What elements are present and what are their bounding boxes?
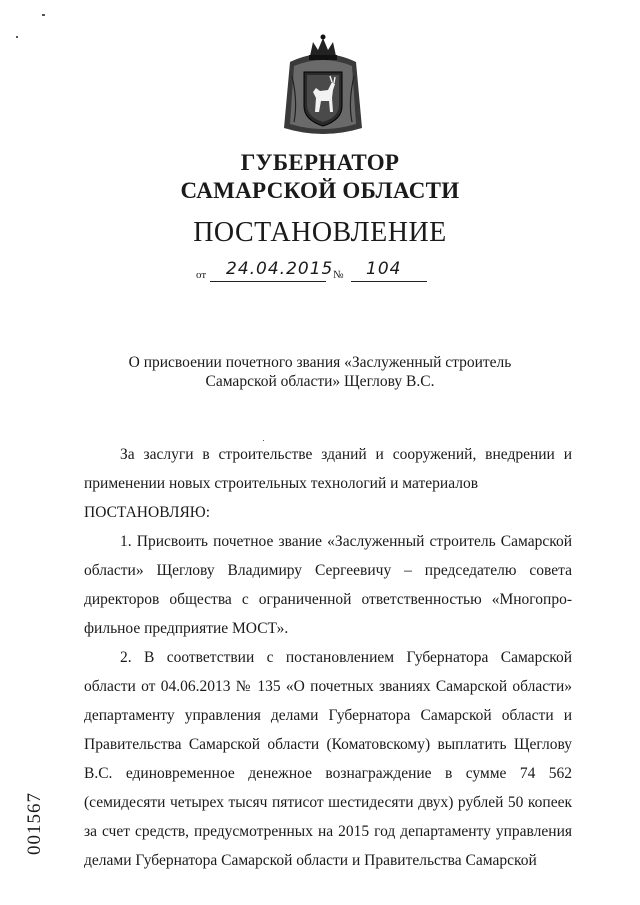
number-underline: [351, 281, 427, 282]
document-subject: [0, 353, 640, 391]
issuer-line-1: ГУБЕРНАТОР: [240, 150, 400, 175]
number-label: №: [333, 269, 344, 281]
margin-serial-number: 001567: [24, 792, 45, 855]
scan-speck: [263, 440, 264, 441]
document-type-heading: ПОСТАНОВЛЕНИЕ: [193, 217, 447, 248]
subject-line-2: Самарской области» Щеглову В.С.: [205, 373, 435, 390]
resolve-word: ПОСТАНОВЛЯЮ:: [84, 504, 211, 521]
item-1-paragraph: 1. Присвоить почетное звание «Заслуженный строитель Самарской области» Щеглову Владимиру Сергеевичу – председателю совета директоров общества с ограниченной ответственностью «Многопро-фильное предприятие МОСТ».: [84, 533, 572, 637]
item-2-paragraph: 2. В соответствии с постановлением Губернатора Самарской области от 04.06.2013 № 135 «О почетных званиях Самарской области» департаменту управления делами Губернатора Самарской области и Правительства Самарской области (Коматовскому) выплатить Щеглову В.С. единовременное денежное вознаграждение в сумме 74 562 (семидесяти четырех тысяч пятисот шестидесяти двух) рублей 50 копеек за счет средств, предусмотренных на 2015 год департаменту управления делами Губернатора Самарской области и Правительства Самарской: [84, 649, 572, 869]
date-underline: [210, 281, 326, 282]
document-body: [84, 440, 572, 875]
samara-coat-of-arms-icon: [280, 32, 366, 140]
subject-line-1: О присвоении почетного звания «Заслуженный строитель: [128, 354, 512, 371]
issuer-line-2: САМАРСКОЙ ОБЛАСТИ: [180, 178, 460, 203]
handwritten-number: 104: [366, 259, 402, 279]
intro-paragraph: За заслуги в строительстве зданий и сооружений, внедрении и применении новых строительных технологий и материалов: [84, 446, 572, 492]
scan-speck: [42, 14, 45, 16]
scan-speck: [16, 36, 18, 38]
handwritten-date: 24.04.2015: [226, 259, 334, 279]
date-label: от: [196, 269, 207, 281]
